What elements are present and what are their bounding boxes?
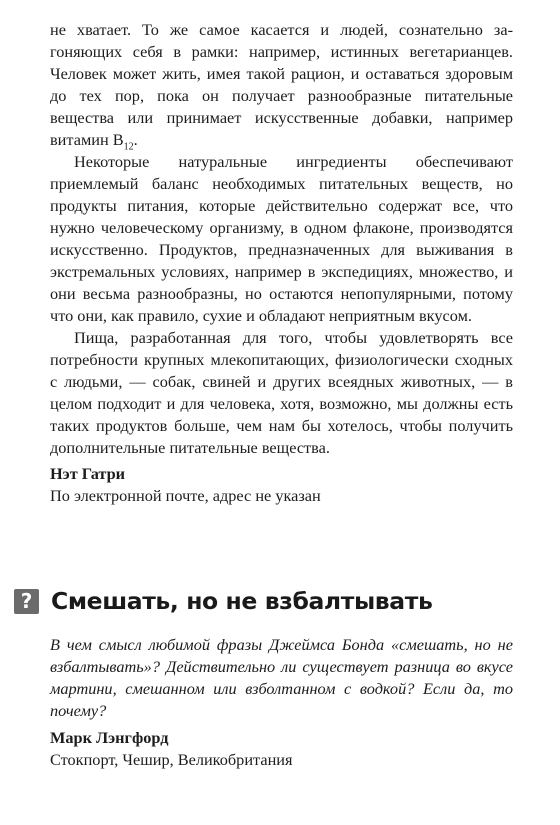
question-author: Марк Лэнгфорд <box>50 728 169 747</box>
question-location: Стокпорт, Чешир, Великобритания <box>50 750 293 769</box>
paragraph-end: . <box>133 130 138 149</box>
body-paragraph: Пища, разработанная для того, чтобы удовлетворять все потребности крупных млекопитающих, физиологически сходных с людьми, — собак, свиней и других всеядных животных, — в целом подходит и для человека, хотя, возможно, мы должны есть таких продуктов больше, чем нам бы хотелось, чтобы получить дополнительные питательные вещества. <box>50 328 513 457</box>
question-mark-icon: ? <box>14 589 39 614</box>
answer-continuation <box>50 19 513 507</box>
vitamin-subscript: 12 <box>123 141 134 153</box>
paragraph-text: не хватает. То же самое касается и людей, сознательно загоняющих себя в рамки: например, истинных вегетарианцев. Человек может жить, имея такой рацион, и оставаться здоровым до тех пор, пока он получает разнообразные питательные вещества или принимает искусственные добавки, например витамин B <box>50 20 513 149</box>
answer-author: Нэт Гатри <box>50 464 126 483</box>
section-heading <box>14 586 534 616</box>
body-paragraph: Некоторые натуральные ингредиенты обеспечивают приемлемый баланс необходимых питательных веществ, но продукты питания, которые действительно содержат все, что нужно человеческому организму, в одном флаконе, производятся искусственно. Продуктов, предназначенных для выживания в экстремальных условиях, например в экспедициях, множество, и они весьма разнообразны, но остаются непопулярными, потому что они, как правило, сухие и обладают неприятным вкусом. <box>50 152 513 325</box>
body-paragraph <box>50 19 513 151</box>
question-block <box>50 634 513 771</box>
answer-location: По электронной почте, адрес не указан <box>50 486 321 505</box>
section-title: Смешать, но не взбалтывать <box>51 587 433 615</box>
question-text: В чем смысл любимой фразы Джеймса Бонда «смешать, но не взбалтывать»? Действительно ли существует разница во вкусе мартини, смешанном или взболтанном с водкой? Если да, то почему? <box>50 635 513 720</box>
